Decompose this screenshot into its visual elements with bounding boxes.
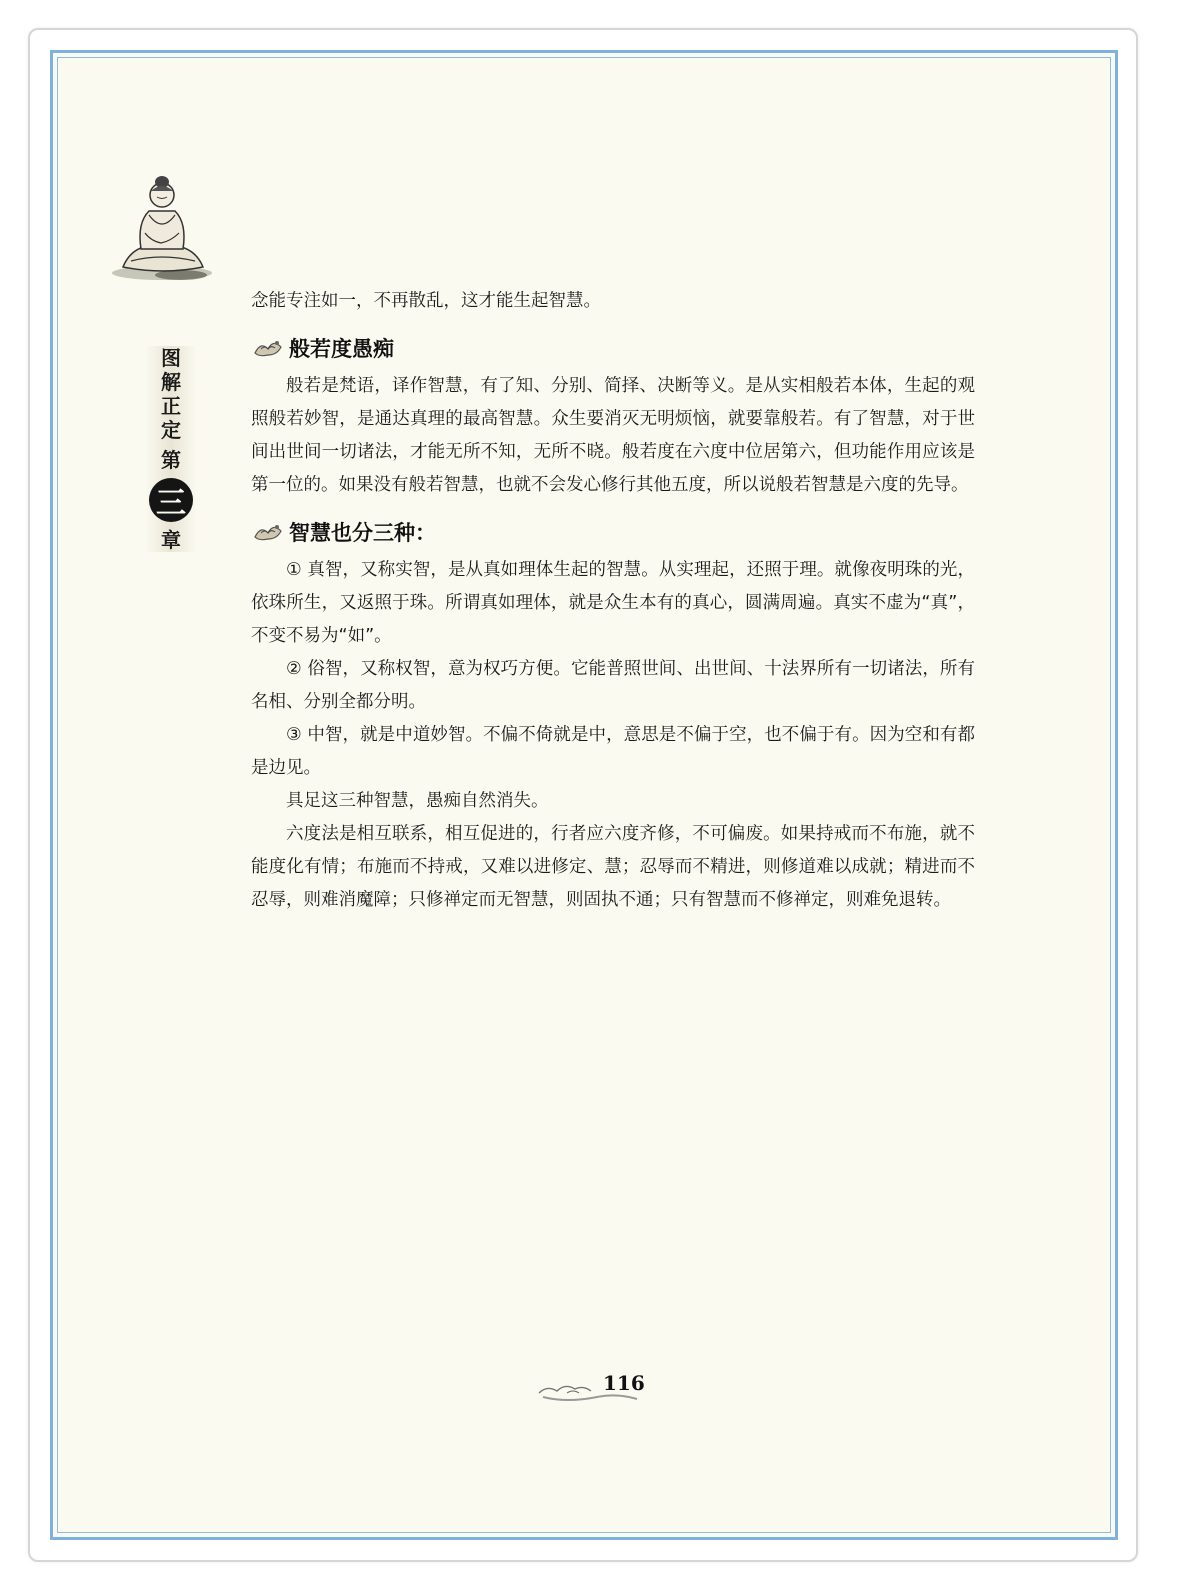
paragraph: 具足这三种智慧，愚痴自然消失。 xyxy=(286,791,549,811)
section-heading-text: 智慧也分三种： xyxy=(289,520,436,545)
chapter-char: 第 xyxy=(161,448,181,472)
section-heading-text: 般若度愚痴 xyxy=(289,336,394,361)
chapter-char: 解 xyxy=(161,370,181,394)
chapter-number-badge: 三 xyxy=(149,478,193,522)
book-page xyxy=(50,50,1118,1540)
chapter-char: 图 xyxy=(161,346,181,370)
chapter-label-vertical xyxy=(145,346,197,552)
lotus-ornament-icon xyxy=(251,519,285,545)
intro-line: 念能专注如一，不再散乱，这才能生起智慧。 xyxy=(251,291,601,311)
paragraph: 般若是梵语，译作智慧，有了知、分别、简择、决断等义。是从实相般若本体，生起的观照般若妙智，是通达真理的最高智慧。众生要消灭无明烦恼，就要靠般若。有了智慧，对于世间出世间一切诸法，才能无所不知，无所不晓。般若度在六度中位居第六，但功能作用应该是第一位的。如果没有般若智慧，也就不会发心修行其他五度，所以说般若智慧是六度的先导。 xyxy=(251,376,975,495)
paragraph: ③ 中智，就是中道妙智。不偏不倚就是中，意思是不偏于空，也不偏于有。因为空和有都是边见。 xyxy=(251,725,975,778)
section-heading xyxy=(251,330,975,366)
paragraph: ① 真智，又称实智，是从真如理体生起的智慧。从实理起，还照于理。就像夜明珠的光，依珠所生，又返照于珠。所谓真如理体，就是众生本有的真心，圆满周遍。真实不虚为“真”，不变不易为“如”。 xyxy=(251,560,975,646)
section-heading xyxy=(251,514,975,550)
page-number: 116 xyxy=(603,1371,645,1395)
page-footer xyxy=(537,1371,657,1405)
buddha-illustration-icon xyxy=(111,163,213,281)
chapter-char: 定 xyxy=(161,418,181,442)
paragraph: 六度法是相互联系，相互促进的，行者应六度齐修，不可偏废。如果持戒而不布施，就不能度化有情；布施而不持戒，又难以进修定、慧；忍辱而不精进，则修道难以成就；精进而不忍辱，则难消魔障；只修禅定而无智慧，则固执不通；只有智慧而不修禅定，则难免退转。 xyxy=(251,824,975,910)
lotus-ornament-icon xyxy=(251,335,285,361)
chapter-char: 正 xyxy=(161,394,181,418)
main-text xyxy=(251,285,975,917)
paragraph: ② 俗智，又称权智，意为权巧方便。它能普照世间、出世间、十法界所有一切诸法，所有名相、分别全都分明。 xyxy=(251,659,975,712)
chapter-char: 章 xyxy=(161,528,181,552)
